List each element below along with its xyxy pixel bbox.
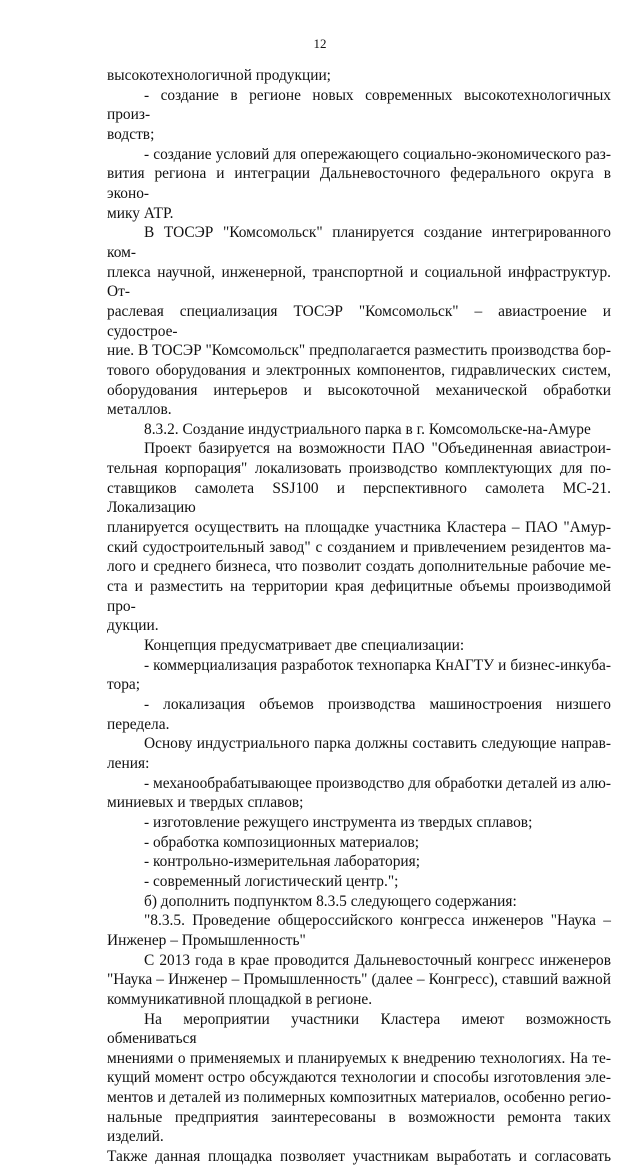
paragraph-6-line-0: Концепция предусматривает две специализации: — [144, 637, 465, 655]
paragraph-0-line-0: высокотехнологичной продукции; — [107, 67, 331, 84]
paragraph-9-line-0: Основу индустриального парка должны составить следующие направ- — [144, 735, 611, 753]
paragraph-10-line-1: миниевых и твердых сплавов; — [107, 794, 304, 812]
paragraph-3-line-5: оборудования интерьеров и высокоточной механической обработки металлов. — [107, 381, 611, 419]
paragraph-16-line-1: Инженер – Промышленность" — [107, 931, 306, 949]
paragraph-18-line-4: нальные предприятия заинтересованы в возможности ремонта таких изделий. — [107, 1108, 611, 1146]
paragraph-8-line-0: - локализация объемов производства машиностроения низшего передела. — [107, 696, 611, 733]
paragraph-5-line-3: планируется осуществить на площадке участника Кластера – ПАО "Амур- — [107, 519, 611, 537]
paragraph-3-line-0: В ТОСЭР "Комсомольск" планируется создание интегрированного ком- — [107, 224, 611, 261]
paragraph-9-line-1: ления: — [107, 754, 150, 772]
paragraph-12-line-0: - обработка композиционных материалов; — [144, 833, 420, 851]
paragraph-18-line-1: мнениями о применяемых и планируемых к внедрению технологиях. На те- — [107, 1049, 611, 1067]
paragraph-2-line-1: вития региона и интеграции Дальневосточного федерального округа в эконо- — [107, 165, 611, 202]
paragraph-7-line-0: - коммерциализация разработок технопарка КнАГТУ и бизнес-инкуба- — [144, 656, 611, 674]
paragraph-3-line-1: плекса научной, инженерной, транспортной и социальной инфраструктур. От- — [107, 263, 611, 301]
paragraph-1-line-1: водств; — [107, 125, 155, 143]
paragraph-10-line-0: - механообрабатывающее производство для обработки деталей из алю- — [144, 774, 611, 792]
paragraph-4-line-0: 8.3.2. Создание индустриального парка в г. Комсомольске-на-Амуре — [144, 420, 591, 438]
paragraph-18-line-0: На мероприятии участники Кластера имеют возможность обмениваться — [107, 1010, 611, 1048]
paragraph-15-line-0: б) дополнить подпунктом 8.3.5 следующего содержания: — [144, 892, 517, 910]
paragraph-3-line-2: раслевая специализация ТОСЭР "Комсомольск" – авиастроение и судострое- — [107, 302, 611, 340]
paragraph-1-line-0: - создание в регионе новых современных высокотехнологичных произ- — [107, 86, 611, 124]
paragraph-5-line-6: ста и разместить на территории края дефицитные объемы производимой про- — [107, 578, 611, 615]
page-number: 12 — [313, 36, 327, 51]
paragraph-7-line-1: тора; — [107, 676, 141, 694]
paragraph-3-line-3: ние. В ТОСЭР "Комсомольск" предполагается разместить производства бор- — [107, 342, 611, 360]
paragraph-3-line-4: тового оборудования и электронных компонентов, гидравлических систем, — [107, 361, 611, 379]
paragraph-2-line-2: мику АТР. — [107, 204, 174, 222]
paragraph-14-line-0: - современный логистический центр."; — [144, 872, 399, 890]
document-body — [107, 66, 611, 1167]
paragraph-5-line-1: тельная корпорация" локализовать производство комплектующих для по- — [107, 460, 611, 478]
paragraph-17-line-1: "Наука – Инженер – Промышленность" (далее – Конгресс), ставший важной — [107, 971, 611, 989]
paragraph-5-line-7: дукции. — [107, 617, 159, 635]
paragraph-13-line-0: - контрольно-измерительная лаборатория; — [144, 853, 420, 871]
paragraph-17-line-2: коммуникативной площадкой в регионе. — [107, 990, 373, 1008]
paragraph-11-line-0: - изготовление режущего инструмента из твердых сплавов; — [144, 813, 533, 831]
paragraph-18-line-3: ментов и деталей из полимерных композитных материалов, особенно регио- — [107, 1089, 611, 1107]
paragraph-2-line-0: - создание условий для опережающего социально-экономического раз- — [144, 145, 611, 163]
paragraph-18-line-5: Также данная площадка позволяет участникам выработать и согласовать — [107, 1148, 611, 1166]
paragraph-16-line-0: "8.3.5. Проведение общероссийского конгресса инженеров "Наука – — [144, 912, 611, 930]
paragraph-18-line-2: кущий момент остро обсуждаются технологии и способы изготовления эле- — [107, 1069, 611, 1087]
paragraph-17-line-0: С 2013 года в крае проводится Дальневосточный конгресс инженеров — [144, 951, 611, 969]
paragraph-5-line-2: ставщиков самолета SSJ100 и перспективного самолета МС-21. Локализацию — [107, 479, 611, 517]
paragraph-5-line-4: ский судостроительный завод" с созданием и привлечением резидентов ма- — [107, 538, 611, 556]
paragraph-5-line-5: лого и среднего бизнеса, что позволит создать дополнительные рабочие ме- — [107, 558, 611, 576]
paragraph-5-line-0: Проект базируется на возможности ПАО "Объединенная авиастрои- — [144, 440, 611, 458]
